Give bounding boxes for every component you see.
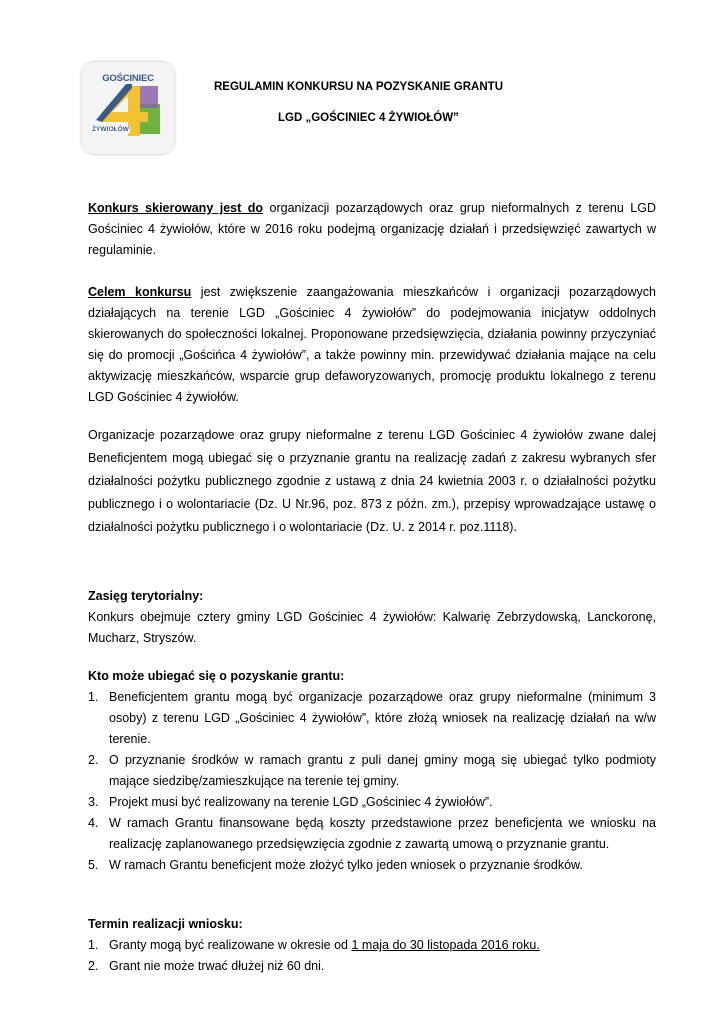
recipients-text: organizacji pozarządowych oraz grup nieformalnych z terenu LGD Gościniec 4 żywiołów, które w 2016 roku podejmą organizację działań i przedsięwzięć zawartych w regulaminie. [88,201,656,257]
list-item-text: O przyznanie środków w ramach grantu z puli danej gminy mogą się ubiegać tylko podmioty mające siedzibę/zamieszkujące na terenie tej gminy. [109,753,656,788]
paragraph-recipients [88,198,656,261]
list-item-text: Projekt musi być realizowany na terenie LGD „Gościniec 4 żywiołów”. [109,795,493,809]
document-title: REGULAMIN KONKURSU NA POZYSKANIE GRANTU [214,81,503,93]
list-item-number: 1. [88,690,99,704]
list-item-number: 2. [88,753,99,767]
list-item [88,792,656,813]
list-item-text: Grant nie może trwać dłużej niż 60 dni. [109,959,325,973]
list-item-number: 3. [88,795,99,809]
list-item [88,813,656,855]
paragraph-beneficiaries [88,424,656,539]
heading-deadline: Termin realizacji wniosku: [88,917,243,931]
beneficiaries-text: Organizacje pozarządowe oraz grupy nieformalne z terenu LGD Gościniec 4 żywiołów zwane dalej Beneficjentem mogą ubiegać się o przyznanie grantu na realizację zadań z zakresu wybranych sfer działalności pożytku publicznego zgodnie z ustawą z dnia 24 kwietnia 2003 r. o działalności pożytku publicznego i o wolontariacie (Dz. U Nr.96, poz. 873 z późn. zm.), przepisy wprowadzające ustawę o działalności pożytku publicznego i o wolontariacie (Dz. U. z 2014 r. poz.1118). [88,428,656,534]
heading-eligibility: Kto może ubiegać się o pozyskanie grantu: [88,669,345,683]
document-subtitle: LGD „GOŚCINIEC 4 ŻYWIOŁÓW” [278,112,459,124]
eligibility-list [88,687,656,876]
list-item [88,687,656,750]
heading-territory: Zasięg terytorialny: [88,589,204,603]
logo-bottom-text: ŻYWIOŁÓW [92,126,129,133]
goal-text: jest zwiększenie zaangażowania mieszkańców i organizacji pozarządowych działających na terenie LGD „Gościniec 4 żywiołów” do podejmowania inicjatyw oddolnych skierowanych do społeczności lokalnej. Proponowane przedsięwzięcia, działania powinny przyczyniać się do promocji „Gościńca 4 żywiołów”, a także powinny min. przewidywać działania mające na celu aktywizację mieszkańców, wsparcie grup defaworyzowanych, promocję produktu lokalnego z terenu LGD Gościniec 4 żywiołów. [88,285,656,404]
list-item-number: 1. [88,938,99,952]
list-item-number: 5. [88,858,99,872]
deadline-list [88,935,656,977]
list-item [88,855,656,876]
paragraph-goal [88,282,656,408]
list-item [88,956,656,977]
list-item [88,750,656,792]
recipients-label: Konkurs skierowany jest do [88,201,264,215]
logo-top-text: GOŚCINIEC [102,73,154,84]
goal-label: Celem konkursu [88,285,192,299]
territory-text: Konkurs obejmuje cztery gminy LGD Gościniec 4 żywiołów: Kalwarię Zebrzydowską, Lanckoronę, Mucharz, Stryszów. [88,610,656,645]
list-item-text: W ramach Grantu finansowane będą koszty przedstawione przez beneficjenta we wniosku na realizację zaplanowanego przedsięwzięcia zgodnie z zawartą umową o przyznanie grantu. [109,816,656,851]
list-item-text: Beneficjentem grantu mogą być organizacje pozarządowe oraz grupy nieformalne (minimum 3 osoby) z terenu LGD „Gościniec 4 żywiołów”, które złożą wniosek na realizację działań na w/w terenie. [109,690,656,746]
list-item-text: Granty mogą być realizowane w okresie od [109,938,352,952]
list-item-text: W ramach Grantu beneficjent może złożyć tylko jeden wniosek o przyznanie środków. [109,858,583,872]
list-item-number: 4. [88,816,99,830]
deadline-period: 1 maja do 30 listopada 2016 roku. [351,938,540,952]
list-item-number: 2. [88,959,99,973]
list-item [88,935,656,956]
logo-purple-block [138,86,158,108]
logo [82,62,174,154]
